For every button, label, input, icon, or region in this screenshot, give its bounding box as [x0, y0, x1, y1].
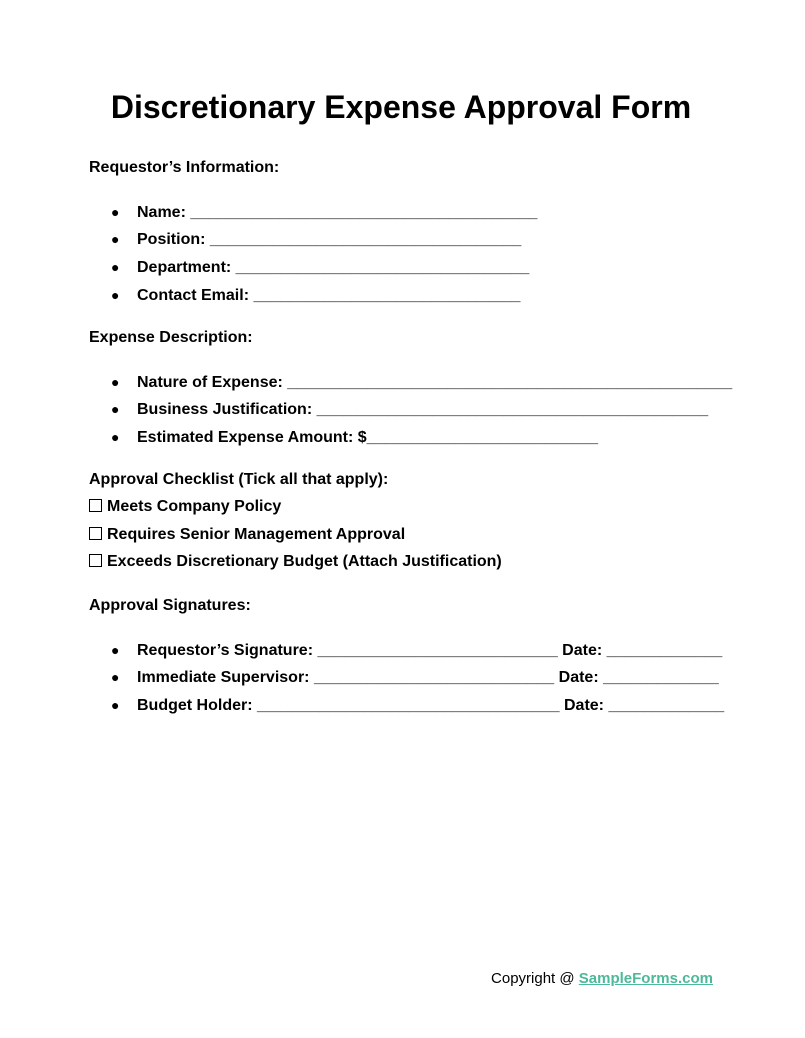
bullet-icon: ● [111, 259, 120, 275]
checklist-item-senior-approval[interactable] [89, 525, 405, 545]
bullet-icon: ● [111, 231, 120, 247]
contact-email-field-label: Contact Email: ______________________________ [137, 287, 521, 304]
department-field[interactable] [111, 257, 529, 278]
bullet-icon: ● [111, 429, 120, 445]
estimated-amount-field[interactable] [111, 427, 598, 448]
checklist-item-senior-approval-label: Requires Senior Management Approval [107, 526, 406, 543]
nature-of-expense-label: Nature of Expense: __________________________________________________ [137, 374, 733, 391]
budget-holder-signature-label: Budget Holder: __________________________________ Date: _____________ [137, 697, 725, 714]
contact-email-field[interactable] [111, 285, 520, 306]
bullet-icon: ● [111, 669, 120, 685]
checkbox-icon[interactable] [89, 527, 102, 540]
budget-holder-signature-field[interactable] [111, 695, 724, 716]
bullet-icon: ● [111, 374, 120, 390]
signatures-heading: Approval Signatures: [89, 597, 251, 614]
requestor-heading: Requestor’s Information: [89, 159, 280, 176]
position-field-label: Position: ___________________________________ [137, 231, 522, 248]
checklist-item-policy-label: Meets Company Policy [107, 498, 282, 515]
position-field[interactable] [111, 229, 521, 250]
checklist-item-policy[interactable] [89, 497, 281, 517]
name-field-label: Name: _______________________________________ [137, 204, 538, 221]
bullet-icon: ● [111, 204, 120, 220]
bullet-icon: ● [111, 697, 120, 713]
business-justification-field[interactable] [111, 399, 708, 420]
checkbox-icon[interactable] [89, 554, 102, 567]
bullet-icon: ● [111, 401, 120, 417]
name-field[interactable] [111, 202, 537, 223]
estimated-amount-label: Estimated Expense Amount: $__________________________ [137, 429, 599, 446]
checklist-heading: Approval Checklist (Tick all that apply): [89, 471, 389, 488]
department-field-label: Department: _________________________________ [137, 259, 530, 276]
expense-heading: Expense Description: [89, 329, 253, 346]
checklist-item-exceeds-budget[interactable] [89, 552, 502, 572]
nature-of-expense-field[interactable] [111, 372, 732, 393]
business-justification-label: Business Justification: ____________________________________________ [137, 401, 709, 418]
supervisor-signature-label: Immediate Supervisor: ___________________________ Date: _____________ [137, 669, 719, 686]
page-title: Discretionary Expense Approval Form [110, 89, 692, 125]
checkbox-icon[interactable] [89, 499, 102, 512]
bullet-icon: ● [111, 642, 120, 658]
sampleforms-link[interactable]: SampleForms.com [578, 970, 713, 987]
bullet-icon: ● [111, 287, 120, 303]
supervisor-signature-field[interactable] [111, 667, 719, 688]
copyright-footer [491, 969, 713, 989]
checklist-item-exceeds-budget-label: Exceeds Discretionary Budget (Attach Justification) [107, 553, 502, 570]
copyright-text: Copyright @ [491, 970, 579, 987]
requestor-signature-field[interactable] [111, 640, 722, 661]
requestor-signature-label: Requestor’s Signature: ___________________________ Date: _____________ [137, 642, 723, 659]
